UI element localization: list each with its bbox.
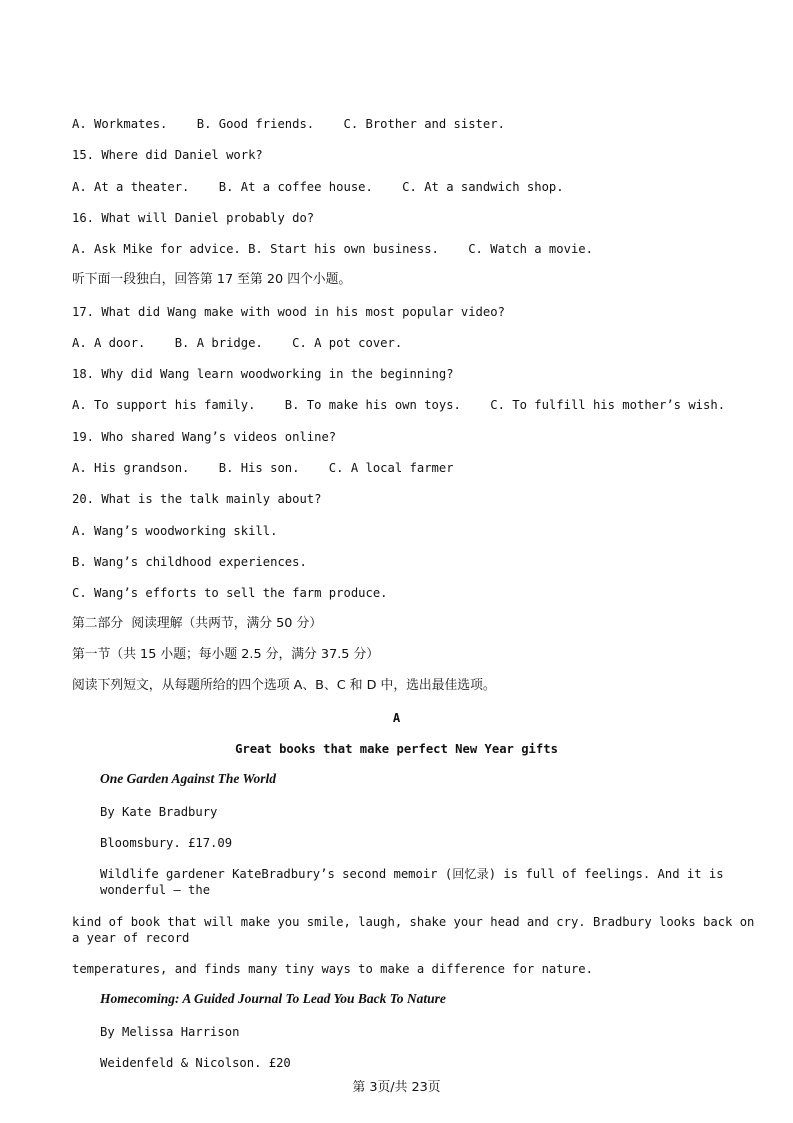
book1-title: One Garden Against The World — [100, 771, 277, 786]
q20-question: 20. What is the talk mainly about? — [72, 492, 322, 506]
passage-title: Great books that make perfect New Year gifts — [235, 742, 558, 756]
book2-author: By Melissa Harrison — [100, 1025, 240, 1039]
book1-review-line2: kind of book that will make you smile, laugh, shake your head and cry. Bradbury looks back on a year of record — [72, 915, 755, 945]
q15-options: A. At a theater. B. At a coffee house. C. At a sandwich shop. — [72, 180, 564, 194]
section-one-heading: 第一节（共 15 小题；每小题 2.5 分，满分 37.5 分） — [72, 647, 380, 662]
monologue-instruction: 听下面一段独白，回答第 17 至第 20 四个小题。 — [72, 272, 352, 287]
q19-question: 19. Who shared Wang’s videos online? — [72, 430, 337, 444]
q20-option-c: C. Wang’s efforts to sell the farm produce. — [72, 586, 388, 600]
book1-review-line1: Wildlife gardener KateBradbury’s second memoir (回忆录) is full of feelings. And it is wonderful — the — [100, 867, 724, 897]
book2-title: Homecoming: A Guided Journal To Lead You Back To Nature — [100, 991, 446, 1006]
q16-options: A. Ask Mike for advice. B. Start his own business. C. Watch a movie. — [72, 242, 593, 256]
book2-publisher: Weidenfeld & Nicolson. £20 — [100, 1056, 291, 1070]
q17-options: A. A door. B. A bridge. C. A pot cover. — [72, 336, 403, 350]
q18-question: 18. Why did Wang learn woodworking in the beginning? — [72, 367, 454, 381]
page-footer: 第 3页/共 23页 — [352, 1080, 441, 1095]
q20-option-b: B. Wang’s childhood experiences. — [72, 555, 307, 569]
q18-options: A. To support his family. B. To make his own toys. C. To fulfill his mother’s wish. — [72, 398, 726, 412]
passage-label: A — [392, 711, 401, 725]
q14-options: A. Workmates. B. Good friends. C. Brother and sister. — [72, 117, 505, 131]
book1-publisher: Bloomsbury. £17.09 — [100, 836, 233, 850]
reading-instruction: 阅读下列短文，从每题所给的四个选项 A、B、C 和 D 中，选出最佳选项。 — [72, 678, 496, 693]
book1-review-line3: temperatures, and finds many tiny ways to make a difference for nature. — [72, 962, 593, 976]
part-two-heading: 第二部分 阅读理解（共两节，满分 50 分） — [72, 616, 323, 631]
q17-question: 17. What did Wang make with wood in his most popular video? — [72, 305, 505, 319]
q20-option-a: A. Wang’s woodworking skill. — [72, 524, 278, 538]
book1-author: By Kate Bradbury — [100, 805, 218, 819]
q19-options: A. His grandson. B. His son. C. A local farmer — [72, 461, 454, 475]
q16-question: 16. What will Daniel probably do? — [72, 211, 315, 225]
q15-question: 15. Where did Daniel work? — [72, 148, 263, 162]
